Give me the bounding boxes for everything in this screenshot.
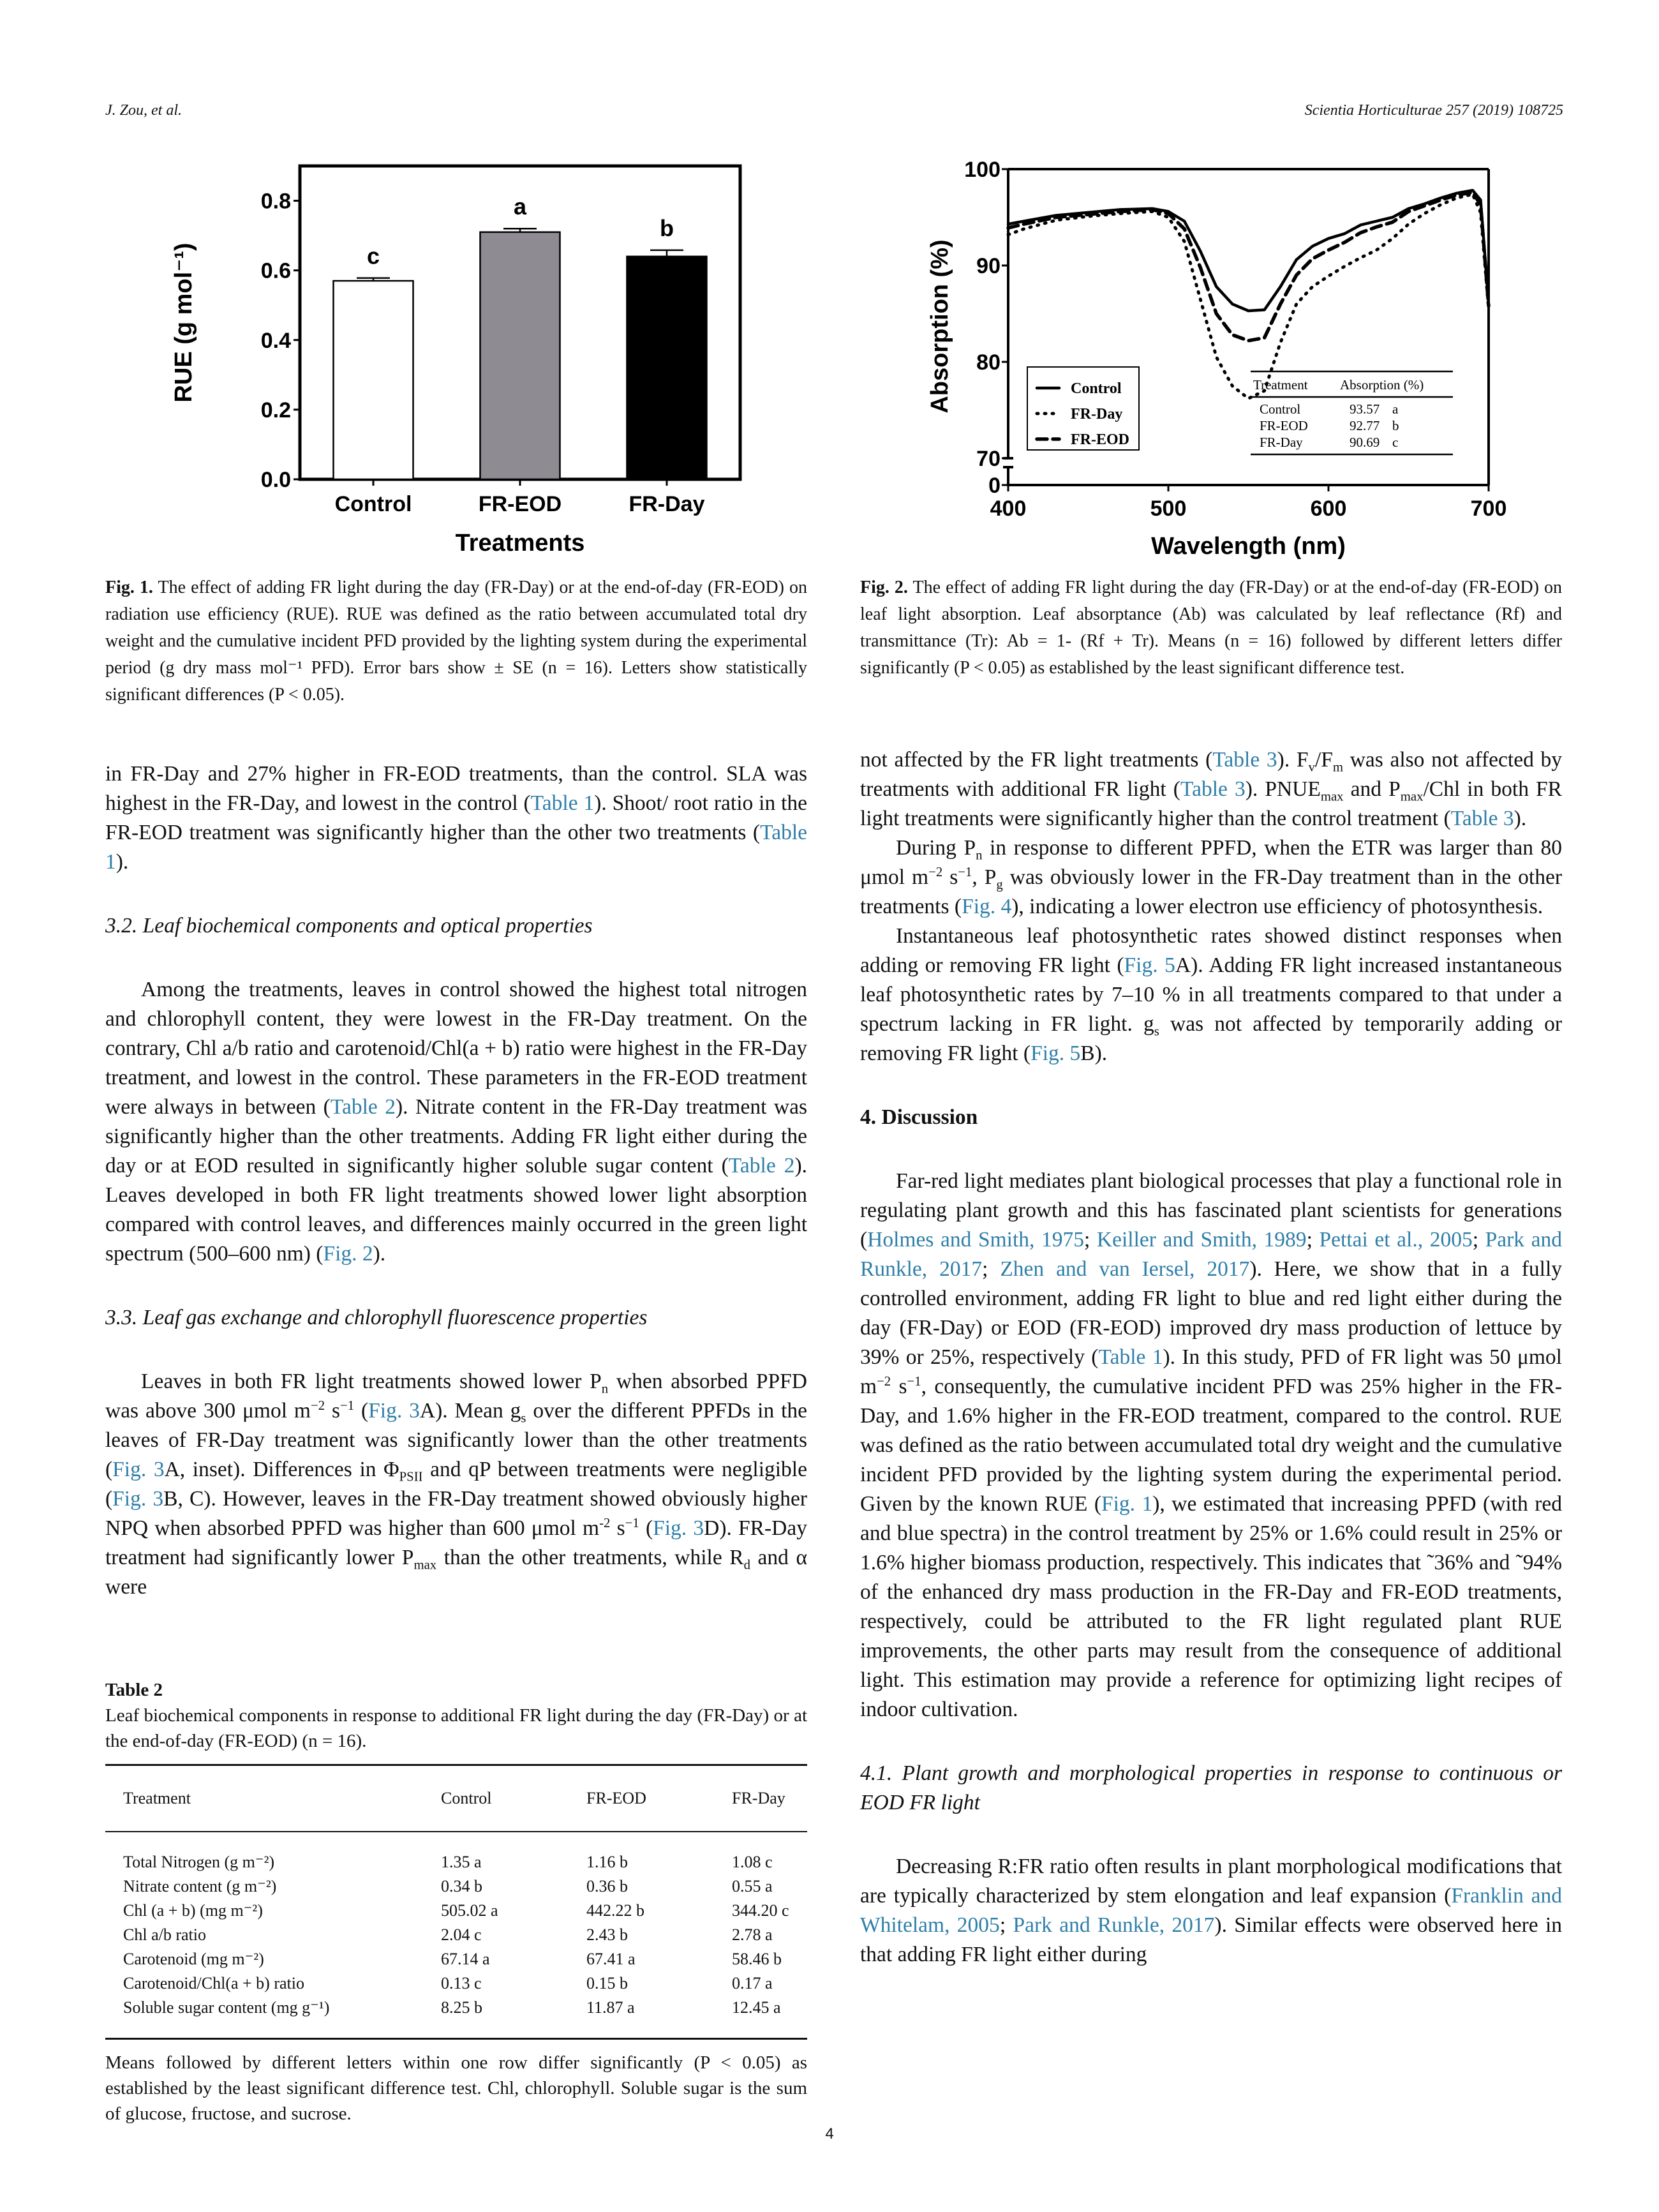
paragraph-gas-exchange: Leaves in both FR light treatments showed lower $P_n$ when absorbed PPFD was above 300 μmol $m^{-2}$ $s^{-1}$ (Fig. 3A). Mean $g_s$ over the different PPFDs in the leaves of FR-Day treatment was significantly lower than the other treatments (Fig. 3A, inset). Differences in $\Phi_{PSII}$ and qP between treatments were negligible (Fig. 3B, C). However, leaves in the FR-Day treatment showed obviously higher NPQ when absorbed PPFD was higher than 600 μmol $m^{-2}$ $s^{-1}$ (Fig. 3D). FR-Day treatment had significantly lower $P_{max}$ than the other treatments, while $R_d$ and α were [105,1370,808,1599]
link-fig-3[interactable]: Fig. 3 [368,1399,420,1423]
table-2-block [105,1677,807,2126]
link-ref-holmes-1975[interactable]: Holmes and Smith, 1975 [867,1228,1084,1252]
fig2-caption-text: The effect of adding FR light during the day (FR-Day) or at the end-of-day (FR-EOD) on leaf light absorption. Leaf absorptance (Ab) was calculated by leaf reflectance (Rf) and transmittance (Tr): Ab = 1- (Rf + Tr). Means (n = 16) followed by different letters differ significantly (P < 0.05) as established by the least significant difference test. [860,578,1562,678]
x-tick-label: 400 [990,497,1027,521]
table-2-footnote: Means followed by different letters within one row differ significantly (P < 0.05) as established by the least significant difference test. Chl, chlorophyll. Soluble sugar is the sum of glucose, fructose, and sucrose. [105,2052,807,2124]
link-table-1[interactable]: Table 1 [530,791,595,815]
paragraph-etr: During $P_n$ in response to different PPFD, when the ETR was larger than 80 μmol $m^{-2}$ $s^{-1}$, $P_g$ was obviously lower in the FR-Day treatment than in the other treatments (Fig. 4), indicating a lower electron use efficiency of photosynthesis. [860,836,1563,918]
y-tick-label: 100 [964,158,1001,182]
link-table-1[interactable]: Table 1 [105,821,807,874]
link-fig-3[interactable]: Fig. 3 [653,1516,704,1540]
bar-fr-eod [480,232,560,479]
link-table-3[interactable]: Table 3 [1180,777,1246,801]
link-table-1[interactable]: Table 1 [1098,1345,1163,1369]
table-2 [105,1764,807,2040]
chart-legend [1027,367,1139,450]
link-ref-zhen-2017[interactable]: Zhen and van Iersel, 2017 [1000,1257,1250,1281]
y-tick-label: 0 [988,474,1001,498]
link-fig-5[interactable]: Fig. 5 [1030,1042,1081,1065]
figure-1 [163,147,801,555]
fig2-caption [860,574,1562,682]
link-table-3[interactable]: Table 3 [1212,748,1277,772]
y-tick-label: 90 [976,254,1001,278]
x-tick-label: 700 [1470,497,1507,521]
fig1-caption [105,574,807,708]
series-fr-eod [1008,192,1489,341]
link-fig-2[interactable]: Fig. 2 [323,1242,373,1266]
table-row: Total Nitrogen (g m⁻²) 1.35 a 1.16 b 1.08 c [123,1853,773,1871]
fig1-bar-chart [163,147,801,555]
bar-control [334,281,413,479]
y-tick-label: 0.8 [260,189,291,214]
legend-label: FR-EOD [1071,431,1129,448]
link-fig-5[interactable]: Fig. 5 [1124,953,1175,977]
inset-cell: 93.57 [1350,401,1380,417]
section-4-1-heading: 4.1. Plant growth and morphological properties in response to continuous or EOD FR light [860,1761,1562,1814]
table-row: Chl (a + b) (mg m⁻²) 505.02 a 442.22 b 344.20 c [123,1901,789,1920]
col-header-treatment: Treatment [105,1765,423,1832]
running-head-authors: J. Zou, et al. [105,102,182,119]
link-fig-1[interactable]: Fig. 1 [1101,1492,1153,1516]
link-fig-3[interactable]: Fig. 3 [112,1487,164,1511]
y-tick-label: 70 [976,447,1001,471]
link-fig-4[interactable]: Fig. 4 [962,895,1012,918]
inset-header: Treatment [1253,377,1308,392]
x-axis-label: Treatments [455,530,585,555]
x-tick-label: FR-EOD [478,492,562,516]
page-number: 4 [825,2125,834,2142]
table-row: Carotenoid/Chl(a + b) ratio 0.13 c 0.15 b 0.17 a [123,1974,773,1992]
y-tick-label: 0.2 [260,398,291,422]
paragraph-rfr-ratio: Decreasing R:FR ratio often results in plant morphological modifications that are typically characterized by stem elongation and leaf expansion (Franklin and Whitelam, 2005; Park and Runkle, 2017). Similar effects were observed here in that adding FR light either during [860,1855,1563,1966]
link-table-2[interactable]: Table 2 [330,1095,396,1119]
y-axis-label: Absorption (%) [926,239,953,414]
link-table-2[interactable]: Table 2 [728,1154,795,1177]
col-header-control: Control [423,1765,569,1832]
running-head-journal: Scientia Horticulturae 257 (2019) 108725 [1304,102,1563,119]
paragraph-biochemical: Among the treatments, leaves in control showed the highest total nitrogen and chlorophyll content, they were lowest in the FR-Day treatment. On the contrary, Chl a/b ratio and carotenoid/Chl(a + b) ratio were highest in the FR-Day treatment, and lowest in the control. These parameters in the FR-EOD treatment were always in between (Table 2). Nitrate content in the FR-Day treatment was significantly higher than the other treatments. Adding FR light either during the day or at EOD resulted in significantly higher soluble sugar content (Table 2). Leaves developed in both FR light treatments showed lower light absorption compared with control leaves, and differences mainly occurred in the green light spectrum (500–600 nm) (Fig. 2). [105,978,808,1266]
section-4-heading: 4. Discussion [860,1105,978,1129]
link-ref-park-2017[interactable]: Park and Runkle, 2017 [860,1228,1563,1281]
table-row: Nitrate content (g m⁻²) 0.34 b 0.36 b 0.55 a [123,1877,773,1895]
x-tick-label: FR-Day [629,492,705,516]
link-ref-park-2017[interactable]: Park and Runkle, 2017 [1013,1913,1215,1937]
col-header-fr-eod: FR-EOD [569,1765,714,1832]
x-axis-label: Wavelength (nm) [1151,533,1346,560]
fig1-caption-label: Fig. 1. [105,578,153,597]
inset-cell: b [1392,418,1399,433]
significance-letter: a [513,193,527,220]
link-fig-3[interactable]: Fig. 3 [112,1458,165,1481]
fig2-line-chart [919,147,1512,562]
paragraph-sla: in FR-Day and 27% higher in FR-EOD treatments, than the control. SLA was highest in the FR-Day, and lowest in the control (Table 1). Shoot/ root ratio in the FR-EOD treatment was significantly higher than the other two treatments (Table 1). [105,762,807,874]
x-tick-label: Control [334,492,412,516]
legend-label: FR-Day [1071,406,1123,422]
table-2-caption: Leaf biochemical components in response to additional FR light during the day (FR-Day) or at the end-of-day (FR-EOD) (n = 16). [105,1705,807,1751]
table-row: Chl a/b ratio 2.04 c 2.43 b 2.78 a [123,1925,773,1944]
paragraph-discussion: Far-red light mediates plant biological processes that play a functional role in regulating plant growth and this has fascinated plant scientists for generations (Holmes and Smith, 1975; Keiller and Smith, 1989; Pettai et al., 2005; Park and Runkle, 2017; Zhen and van Iersel, 2017). Here, we show that in a fully controlled environment, adding FR light to blue and red light either during the day (FR-Day) or EOD (FR-EOD) improved dry mass production of lettuce by 39% or 25%, respectively (Table 1). In this study, PFD of FR light was 50 μmol $m^{-2}$ $s^{-1}$, consequently, the cumulative incident PFD was 25% higher in the FR-Day, and 1.6% higher in the FR-EOD treatment, compared to the control. RUE was defined as the ratio between accumulated total dry weight and the cumulative incident PFD provided by the lighting system during the experimental period. Given by the known RUE (Fig. 1), we estimated that increasing PPFD (with red and blue spectra) in the control treatment by 25% or 1.6% could result in 25% or 1.6% higher biomass production, respectively. This indicates that ˜36% and ˜94% of the enhanced dry mass production in the FR-Day and FR-EOD treatments, respectively, could be attributed to the FR light regulated plant RUE improvements, the other parts may result from the consequence of additional light. This estimation may provide a reference for optimizing light recipes of indoor cultivation. [860,1169,1563,1721]
y-axis-label: RUE (g mol⁻¹) [170,243,197,403]
x-tick-label: 600 [1310,497,1347,521]
table-row: Soluble sugar content (mg g⁻¹) 8.25 b 11.87 a 12.45 a [105,1996,807,2039]
y-tick-label: 0.6 [260,258,291,283]
inset-header: Absorption (%) [1340,377,1424,392]
table-header-row [105,1765,807,1832]
paragraph-instantaneous: Instantaneous leaf photosynthetic rates showed distinct responses when adding or removing FR light (Fig. 5A). Adding FR light increased instantaneous leaf photosynthetic rates by 7–10 % in all treatments compared to that under a spectrum lacking in FR light. $g_s$ was not affected by temporarily adding or removing FR light (Fig. 5B). [860,924,1562,1065]
y-tick-label: 80 [976,350,1001,375]
significance-letter: c [366,243,380,269]
link-table-3[interactable]: Table 3 [1450,807,1514,830]
paragraph-fvfm: not affected by the FR light treatments (Table 3). $F_v/F_m$ was also not affected by treatments with additional FR light (Table 3). $PNUE_{max}$ and $P_{max}$/Chl in both FR light treatments were significantly higher than the control treatment (Table 3). [860,748,1563,830]
col-header-fr-day: FR-Day [714,1765,807,1832]
inset-cell: a [1392,401,1399,417]
section-3-2-heading: 3.2. Leaf biochemical components and optical properties [105,914,593,938]
fig2-caption-label: Fig. 2. [860,578,908,597]
significance-letter: b [660,215,674,242]
right-column [860,745,1562,1969]
link-ref-keiller-1989[interactable]: Keiller and Smith, 1989 [1096,1228,1307,1252]
link-ref-franklin-2005[interactable]: Franklin and Whitelam, 2005 [860,1884,1563,1937]
fig1-caption-text: The effect of adding FR light during the day (FR-Day) or at the end-of-day (FR-EOD) on radiation use efficiency (RUE). RUE was defined as the ratio between accumulated total dry weight and the cumulative incident PFD provided by the lighting system during the experimental period (g dry mass mol⁻¹ PFD). Error bars show ± SE (n = 16). Letters show statistically significant differences (P < 0.05). [105,578,807,705]
inset-cell: 92.77 [1350,418,1380,433]
left-column [105,759,807,1602]
inset-cell: FR-EOD [1260,418,1308,433]
table-2-title: Table 2 [105,1680,163,1700]
inset-cell: 90.69 [1350,435,1380,450]
inset-cell: Control [1260,401,1301,417]
link-ref-pettai-2005[interactable]: Pettai et al., 2005 [1319,1228,1473,1252]
y-tick-label: 0.4 [260,328,291,353]
section-3-3-heading: 3.3. Leaf gas exchange and chlorophyll fluorescence properties [105,1306,648,1329]
y-tick-label: 0.0 [260,468,291,492]
inset-cell: FR-Day [1260,435,1303,450]
legend-label: Control [1071,380,1122,397]
inset-cell: c [1392,435,1399,450]
bar-fr-day [627,257,707,479]
x-tick-label: 500 [1150,497,1187,521]
table-row: Carotenoid (mg m⁻²) 67.14 a 67.41 a 58.46 b [123,1950,782,1968]
figure-2 [919,147,1512,562]
inset-absorption-table [1251,371,1453,454]
